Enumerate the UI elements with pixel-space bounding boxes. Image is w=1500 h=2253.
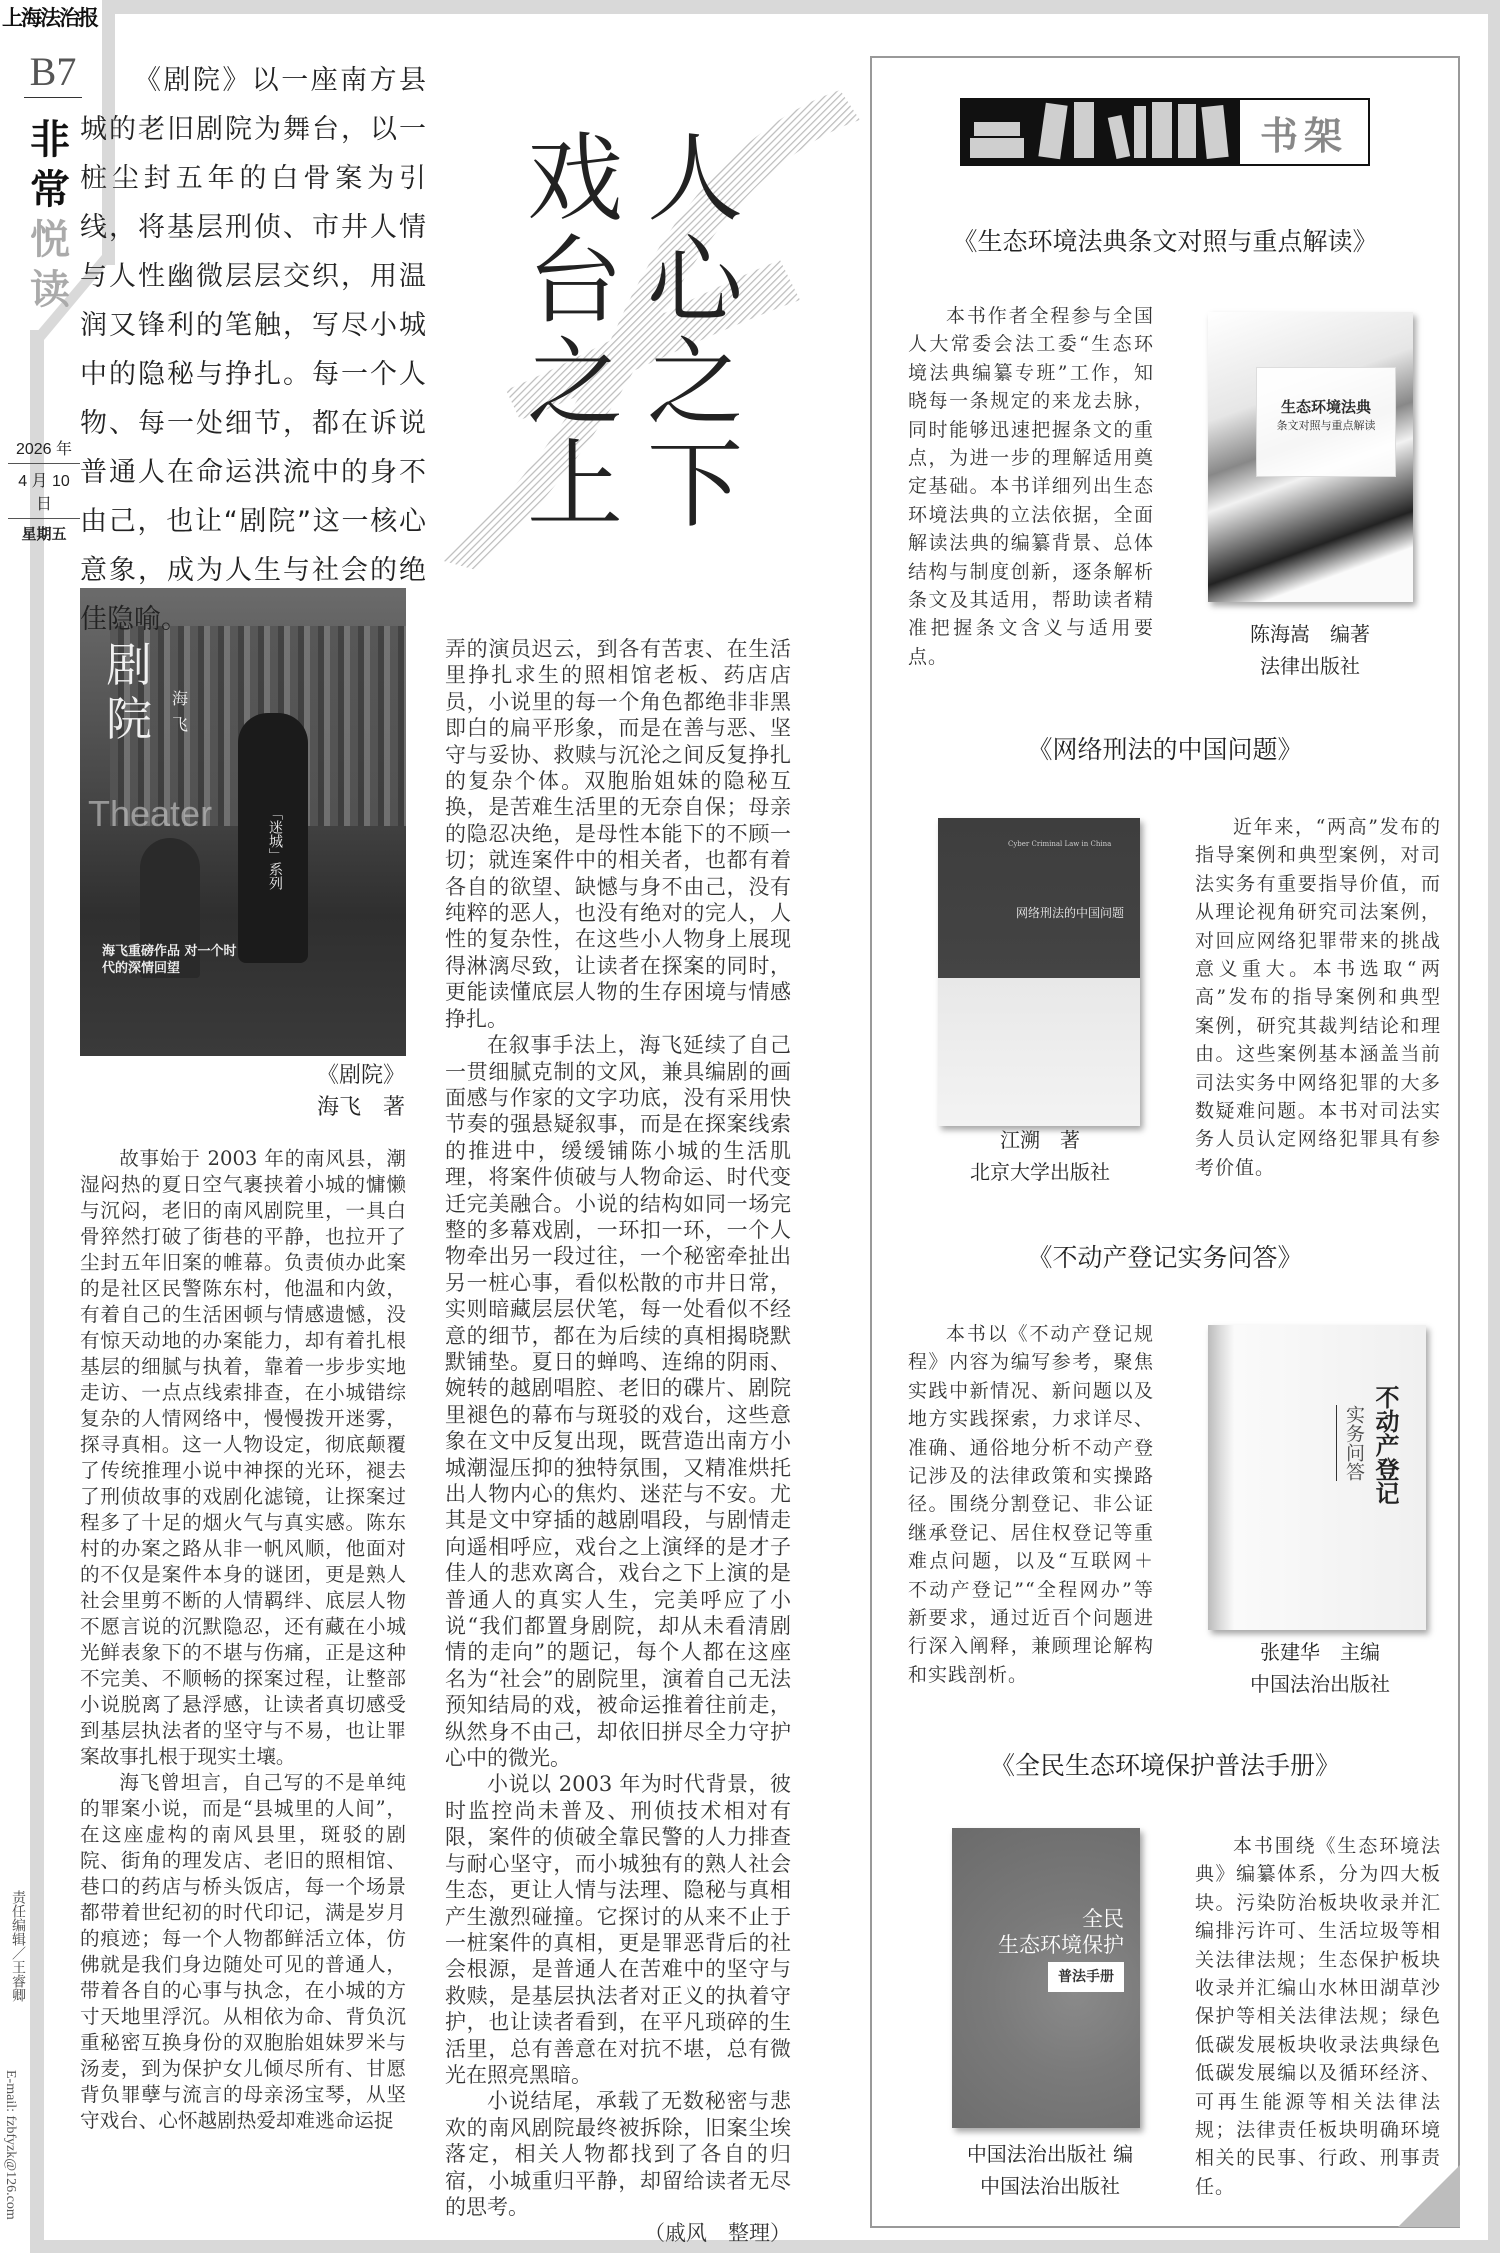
paragraph: 本书作者全程参与全国人大常委会法工委“生态环境法典编纂专班”工作，知晓每一条规定的来龙去脉，同时能够迅速把握条文的重点，为进一步的理解适用奠定基础。本书详细列出生态环境法典的立法依据，全面解读法典的编纂背景、总体结构与制度创新，逐条解析条文及其适用，帮助读者精准把握条文含义与适用要点。 xyxy=(908,305,1154,668)
book-cover-eco-code xyxy=(1208,312,1413,602)
section-name-part1: 非常 xyxy=(30,117,70,213)
headline-char: 戏 xyxy=(527,123,623,235)
paragraph: 本书以《不动产登记规程》内容为编写参考，聚焦实践中新情况、新问题以及地方实践探索，力求详尽、准确、通俗地分析不动产登记涉及的法律政策和实操路径。围绕分割登记、非公证继承登记、居住权登记等重难点问题，以及“互联网＋不动产登记”“全程网办”等新要求，通过近百个问题进行深入阐释，兼顾理论解构和实践剖析。 xyxy=(908,1323,1154,1686)
bookshelf-icon xyxy=(962,100,1240,164)
page-number: B7 xyxy=(24,48,82,98)
book-title: 《全民生态环境保护普法手册》 xyxy=(989,1751,1340,1780)
book-author: 陈海嵩 编著 xyxy=(1250,622,1370,646)
paragraph: 近年来，“两高”发布的指导案例和典型案例，对司法实务有重要指导价值，而从理论视角研究司法案例，对回应网络犯罪带来的挑战意义重大。本书选取“两高”发布的指导案例和典型案例，研究其裁判结论和理由。这些案例基本涵盖当前司法实务中网络犯罪的大多数疑难问题。本书对司法实务人员认定网络犯罪具有参考价值。 xyxy=(1195,816,1441,1179)
paragraph: 小说结尾，承载了无数秘密与悲欢的南风剧院最终被拆除，旧案尘埃落定，相关人物都找到了各自的归宿，小城重归平静，却留给读者无尽的思考。 xyxy=(445,2089,791,2219)
cover-title: 生态环境法典 xyxy=(1280,398,1371,416)
paragraph: 本书围绕《生态环境法典》编纂体系，分为四大板块。污染防治板块收录并汇编排污许可、生活垃圾等相关法律法规；生态保护板块收录并汇编山水林田湖草沙保护等相关法律法规；绿色低碳发展板块收录法典绿色低碳发展编以及循环经济、可再生能源等相关法律法规；法律责任板块明确环境相关的民事、行政、刑事责任。 xyxy=(1195,1835,1441,2198)
headline-char: 之 xyxy=(647,327,743,439)
cover-tagline: 海飞重磅作品 对一个时代的深情回望 xyxy=(102,944,237,976)
bookshelf-header xyxy=(960,98,1370,166)
bookshelf-label: 书架 xyxy=(1259,112,1348,158)
book-caption xyxy=(925,2138,1175,2202)
headline-line-2 xyxy=(520,123,630,541)
headline-char: 下 xyxy=(647,429,743,541)
book-title: 《生态环境法典条文对照与重点解读》 xyxy=(952,227,1378,256)
cover-english-title: Theater xyxy=(88,793,213,834)
book-caption xyxy=(915,1124,1165,1188)
book-caption xyxy=(1190,618,1430,682)
headline-char: 心 xyxy=(647,225,743,337)
date-weekday: 星期五 xyxy=(21,526,67,543)
book-caption xyxy=(1190,1636,1450,1700)
cover-title-1: 全民 xyxy=(1082,1907,1124,1931)
book-publisher: 法律出版社 xyxy=(1260,654,1360,678)
article-column-left xyxy=(80,1146,406,2134)
book-description xyxy=(908,302,1154,671)
cover-title: 网络刑法的中国问题 xyxy=(1016,906,1125,920)
cover-badge: 普法手册 xyxy=(1048,1962,1124,1992)
book-cover-theater xyxy=(80,588,406,1056)
caption-title: 《剧院》 xyxy=(316,1063,405,1088)
book-publisher: 中国法治出版社 xyxy=(1250,1672,1390,1696)
book-publisher: 中国法治出版社 xyxy=(980,2174,1120,2198)
cover-subtitle: 条文对照与重点解读 xyxy=(1276,419,1376,432)
frame-top-bar xyxy=(112,0,1500,14)
book-cover-real-estate xyxy=(1208,1325,1426,1630)
section-name-part2: 悦读 xyxy=(30,217,70,313)
book-cover-eco-handbook xyxy=(952,1828,1140,2128)
book-description xyxy=(908,1320,1154,1689)
editor-email: E-mail: fzbfyzk@126.com xyxy=(3,2070,18,2220)
cover-title: 不动产登记 xyxy=(1371,1385,1400,1505)
cover-author: 海飞 xyxy=(172,689,189,734)
cover-title: 剧院 xyxy=(106,638,152,746)
editor-credit: 责任编辑／王睿卿 xyxy=(10,1890,26,2002)
cover-title-2: 生态环境保护 xyxy=(998,1933,1124,1957)
cover-subtitle: 实务问答 xyxy=(1336,1405,1368,1481)
book-description xyxy=(1195,1832,1441,2201)
headline-char: 之 xyxy=(527,327,623,439)
book-title: 《网络刑法的中国问题》 xyxy=(1027,735,1303,764)
newspaper-logo: 上海法治报 xyxy=(2,5,97,30)
book-cover-cyber-law xyxy=(938,818,1140,1126)
frame-left-bar xyxy=(30,330,44,2253)
issue-date xyxy=(8,432,80,548)
book-caption xyxy=(200,1060,405,1124)
book-title: 《不动产登记实务问答》 xyxy=(1027,1243,1303,1272)
paragraph: 在叙事手法上，海飞延续了自己一贯细腻克制的文风，兼具编剧的画面感与作家的文字功底，没有采用快节奏的强悬疑叙事，而是在探案线索的推进中，缓缓铺陈小城的生活肌理，将案件侦破与人物命运、时代变迁完美融合。小说的结构如同一场完整的多幕戏剧，一环扣一环，一个人物牵出另一段过往，一个秘密牵扯出另一桩心事，看似松散的市井日常，实则暗藏层层伏笔，每一处看似不经意的细节，都在为后续的真相揭晓默默铺垫。夏日的蝉鸣、连绵的阴雨、婉转的越剧唱腔、老旧的碟片、剧院里褪色的幕布与斑驳的戏台，这些意象在文中反复出现，既营造出南方小城潮湿压抑的独特氛围，又精准烘托出人物内心的焦灼、迷茫与不安。尤其是文中穿插的越剧唱段，与剧情走向遥相呼应，戏台之上演绎的是才子佳人的悲欢离合，戏台之下上演的是普通人的真实人生，完美呼应了小说“我们都置身剧院，却从未看清剧情的走向”的题记，每个人都在这座名为“社会”的剧院里，演着自己无法预知结局的戏，被命运推着往前走，纵然身不由己，却依旧拼尽全力守护心中的微光。 xyxy=(445,1033,791,1771)
book-publisher: 北京大学出版社 xyxy=(970,1160,1110,1184)
headline-char: 上 xyxy=(527,429,623,541)
paragraph: 弄的演员迟云，到各有苦衷、在生活里挣扎求生的照相馆老板、药店店员，小说里的每一个角色都绝非非黑即白的扁平形象，而是在善与恶、坚守与妥协、救赎与沉沦之间反复挣扎的复杂个体。双胞胎姐妹的隐秘互换，是苦难生活里的无奈自保；母亲的隐忍决绝，是母性本能下的不顾一切；就连案件中的相关者，也都有着各自的欲望、缺憾与身不由己，没有纯粹的恶人，也没有绝对的完人，人性的复杂性，在这些小人物身上展现得淋漓尽致，让读者在探案的同时，更能读懂底层人物的生存困境与情感挣扎。 xyxy=(445,637,791,1031)
book-author: 江溯 著 xyxy=(1000,1128,1080,1152)
cover-english: Cyber Criminal Law in China xyxy=(1008,840,1112,848)
paragraph: 小说以 2003 年为时代背景，彼时监控尚未普及、刑侦技术相对有限，案件的侦破全靠民警的人力排查与耐心坚守，而小城独有的熟人社会生态，更让人情与法理、隐秘与真相产生激烈碰撞。它探讨的从来不止于一桩案件的真相，更是罪恶背后的社会根源，是普通人在苦难中的坚守与救赎，是基层执法者对正义的执着守护，也让读者看到，在平凡琐碎的生活里，总有善意在对抗不堪，总有微光在照亮黑暗。 xyxy=(445,1772,791,2087)
frame-right-bar xyxy=(1488,0,1500,2253)
caption-author: 海飞 著 xyxy=(316,1095,405,1120)
article-intro: 《剧院》以一座南方县城的老旧剧院为舞台，以一桩尘封五年的白骨案为引线，将基层刑侦、市井人情与人性幽微层层交织，用温润又锋利的笔触，写尽小城中的隐秘与挣扎。每一个人物、每一处细节，都在诉说普通人在命运洪流中的身不由己，也让“剧院”这一核心意象，成为人生与社会的绝佳隐喻。 xyxy=(80,65,426,635)
date-year: 2026 年 xyxy=(8,432,80,464)
headline-line-1 xyxy=(640,123,750,541)
headline-char: 人 xyxy=(647,123,743,235)
book-description xyxy=(1195,813,1441,1182)
headline-char: 台 xyxy=(527,225,623,337)
paragraph: 海飞曾坦言，自己写的不是单纯的罪案小说，而是“县城里的人间”，在这座虚构的南风县里，斑驳的剧院、街角的理发店、老旧的照相馆、巷口的药店与桥头饭店，每一个场景都带着世纪初的时代印记，满是岁月的痕迹；每一个人物都鲜活立体，仿佛就是我们身边随处可见的普通人，带着各自的心事与执念，在小城的方寸天地里浮沉。从相依为命、背负沉重秘密互换身份的双胞胎姐妹罗米与汤麦，到为保护女儿倾尽所有、甘愿背负罪孽与流言的母亲汤宝琴，从坚守戏台、心怀越剧热爱却难逃命运捉 xyxy=(80,1771,406,2132)
cover-series: 「迷城」系列 xyxy=(267,806,283,890)
article-column-middle xyxy=(445,636,791,2247)
book-author: 中国法治出版社 编 xyxy=(966,2142,1134,2166)
article-signature: （戚风 整理） xyxy=(644,2221,791,2246)
paragraph: 故事始于 2003 年的南风县，潮湿闷热的夏日空气裹挟着小城的慵懒与沉闷，老旧的南风剧院里，一具白骨猝然打破了街巷的平静，也拉开了尘封五年旧案的帷幕。负责侦办此案的是社区民警陈东村，他温和内敛，有着自己的生活困顿与情感遗憾，没有惊天动地的办案能力，却有着扎根基层的细腻与执着，靠着一步步实地走访、一点点线索排查，在小城错综复杂的人情网络中，慢慢拨开迷雾，探寻真相。这一人物设定，彻底颠覆了传统推理小说中神探的光环，褪去了刑侦故事的戏剧化滤镜，让探案过程多了十足的烟火气与真实感。陈东村的办案之路从非一帆风顺，他面对的不仅是案件本身的谜团，更是熟人社会里剪不断的人情羁绊、底层人物不愿言说的沉默隐忍，还有藏在小城光鲜表象下的不堪与伤痛，正是这种不完美、不顺畅的探案过程，让整部小说脱离了悬浮感，让读者真切感受到基层执法者的坚守与不易，也让罪案故事扎根于现实土壤。 xyxy=(80,1147,406,1768)
book-author: 张建华 主编 xyxy=(1260,1640,1380,1664)
section-name xyxy=(26,115,74,315)
date-day: 4 月 10 日 xyxy=(8,464,80,519)
